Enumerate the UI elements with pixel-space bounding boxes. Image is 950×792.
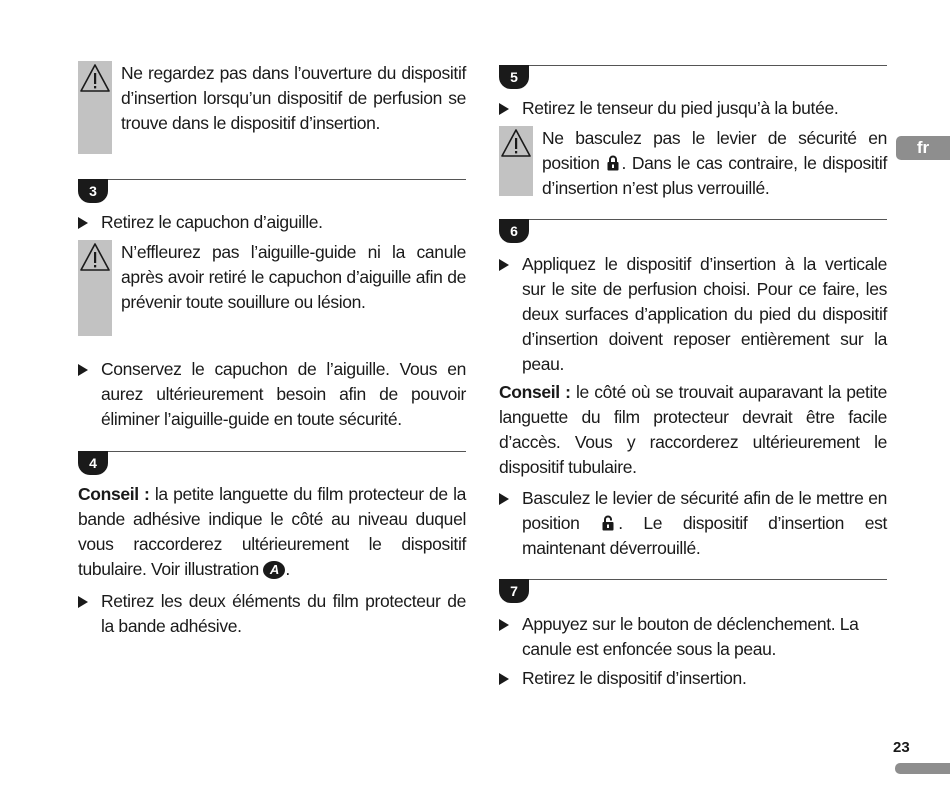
list-item bbox=[78, 589, 466, 639]
warning-text: N’effleurez pas l’aiguille-guide ni la canule après avoir retiré le capuchon d’aiguille afin de prévenir toute souillure ou lésion. bbox=[121, 242, 466, 312]
step-6-header bbox=[499, 219, 887, 243]
warning-text: Ne regardez pas dans l’ouverture du dispositif d’insertion lorsqu’un dispositif de perfusion se trouve dans le dispositif d’insertion. bbox=[121, 63, 466, 133]
bullet-text: Appliquez le dispositif d’insertion à la verticale sur le site de perfusion choisi. Pour ce faire, les deux surfaces d’application du pied du dispositif d’insertion doivent reposer entièrement sur la peau. bbox=[522, 254, 887, 374]
tip-label: Conseil : bbox=[78, 484, 150, 504]
step-badge: 4 bbox=[78, 451, 108, 475]
tip-label: Conseil : bbox=[499, 382, 571, 402]
bullet-text: Retirez les deux éléments du film protecteur de la bande adhésive. bbox=[101, 591, 466, 636]
page-number-bar bbox=[895, 763, 950, 774]
tip-text: le côté où se trouvait auparavant la petite languette du film protecteur devrait être facile d’accès. Vous y raccorderez ultérieurement le dispositif tubulaire. bbox=[499, 382, 887, 477]
warning-bar bbox=[499, 126, 533, 196]
page-number: 23 bbox=[893, 739, 910, 756]
warning-bar bbox=[78, 61, 112, 154]
bullet-arrow-icon bbox=[78, 596, 88, 608]
step-rule bbox=[499, 579, 887, 580]
bullet-arrow-icon bbox=[499, 493, 509, 505]
bullet-text: Basculez le levier de sécurité afin de le mettre en position bbox=[522, 488, 887, 533]
bullet-text: Appuyez sur le bouton de déclenchement. La canule est enfoncée sous la peau. bbox=[522, 614, 859, 659]
bullet-text-cont: . Le dispositif d’insertion est maintenant déverrouillé. bbox=[522, 513, 888, 558]
list-item bbox=[499, 96, 887, 121]
step-rule bbox=[78, 179, 466, 180]
warning-note bbox=[78, 61, 466, 154]
list-item bbox=[499, 612, 887, 662]
list-item bbox=[499, 252, 887, 377]
warning-bar bbox=[78, 240, 112, 336]
list-item bbox=[78, 357, 466, 432]
list-item bbox=[499, 666, 887, 691]
step-3-header bbox=[78, 179, 466, 203]
step-badge: 3 bbox=[78, 179, 108, 203]
warning-note bbox=[78, 240, 466, 336]
warning-triangle-icon bbox=[79, 63, 111, 93]
step-badge: 5 bbox=[499, 65, 529, 89]
lock-closed-icon bbox=[607, 155, 619, 171]
tip-paragraph bbox=[499, 380, 887, 480]
tip-text: la petite languette du film protecteur de la bande adhésive indique le côté au niveau duquel vous raccorderez ultérieurement le dispositif tubulaire. Voir illustration bbox=[78, 484, 467, 579]
language-tab: fr bbox=[896, 136, 950, 160]
bullet-text: Conservez le capuchon de l’aiguille. Vous en aurez ultérieurement besoin afin de pouvoir éliminer l’aiguille-guide en toute sécurité. bbox=[101, 359, 466, 429]
bullet-arrow-icon bbox=[499, 259, 509, 271]
bullet-text: Retirez le capuchon d’aiguille. bbox=[101, 212, 323, 232]
step-5-header bbox=[499, 65, 887, 89]
bullet-text: Retirez le tenseur du pied jusqu’à la butée. bbox=[522, 98, 839, 118]
bullet-text: Retirez le dispositif d’insertion. bbox=[522, 668, 747, 688]
warning-text: Ne basculez pas le levier de sécurité en position bbox=[542, 128, 887, 173]
list-item bbox=[78, 210, 466, 235]
warning-triangle-icon bbox=[79, 242, 111, 272]
tip-paragraph: Conseil : la petite languette du film protecteur de la bande adhésive indique le côté au niveau duquel vous raccorderez ultérieurement le dispositif tubulaire. Voir illustration A . bbox=[78, 484, 467, 579]
list-item bbox=[499, 486, 887, 561]
step-7-header bbox=[499, 579, 887, 603]
warning-triangle-icon bbox=[500, 128, 532, 158]
warning-text-cont: . Dans le cas contraire, le dispositif d’insertion n’est plus verrouillé. bbox=[542, 153, 887, 198]
step-badge: 6 bbox=[499, 219, 529, 243]
bullet-arrow-icon bbox=[499, 103, 509, 115]
bullet-arrow-icon bbox=[78, 217, 88, 229]
warning-note bbox=[499, 126, 887, 196]
step-rule bbox=[78, 451, 466, 452]
bullet-arrow-icon bbox=[78, 364, 88, 376]
step-4-header bbox=[78, 451, 466, 475]
step-badge: 7 bbox=[499, 579, 529, 603]
step-rule bbox=[499, 65, 887, 66]
bullet-arrow-icon bbox=[499, 619, 509, 631]
lock-open-icon bbox=[602, 515, 616, 531]
illustration-ref-badge: A bbox=[263, 561, 285, 579]
bullet-arrow-icon bbox=[499, 673, 509, 685]
step-rule bbox=[499, 219, 887, 220]
